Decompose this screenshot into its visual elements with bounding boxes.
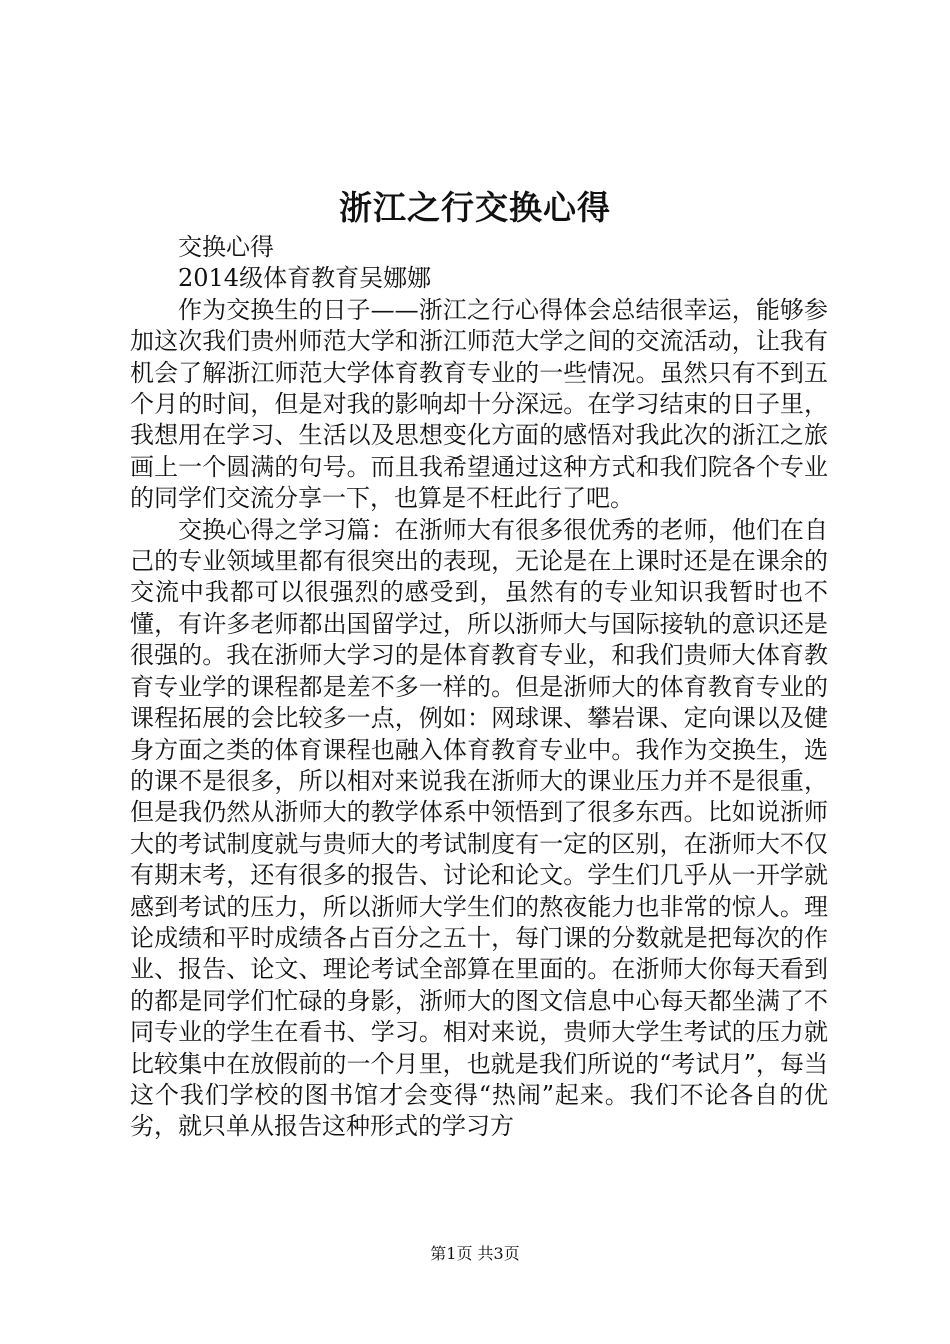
- author-line: 2014级体育教育吴娜娜: [178, 264, 432, 293]
- document-body: [130, 232, 828, 1143]
- body-paragraph: 作为交换生的日子——浙江之行心得体会总结很幸运，能够参加这次我们贵州师范大学和浙江师范大学之间的交流活动，让我有机会了解浙江师范大学体育教育专业的一些情况。虽然只有不到五个月的时间，但是对我的影响却十分深远。在学习结束的日子里，我想用在学习、生活以及思想变化方面的感悟对我此次的浙江之旅画上一个圆满的句号。而且我希望通过这种方式和我们院各个专业的同学们交流分享一下，也算是不枉此行了吧。: [130, 295, 828, 513]
- subtitle-line: 交换心得: [178, 233, 274, 261]
- document-title: 浙江之行交换心得: [339, 188, 611, 227]
- body-paragraph: 交换心得之学习篇：在浙师大有很多很优秀的老师，他们在自己的专业领域里都有很突出的表现，无论是在上课时还是在课余的交流中我都可以很强烈的感受到，虽然有的专业知识我暂时也不懂，有许多老师都出国留学过，所以浙师大与国际接轨的意识还是很强的。我在浙师大学习的是体育教育专业，和我们贵师大体育教育专业学的课程都是差不多一样的。但是浙师大的体育教育专业的课程拓展的会比较多一点，例如：网球课、攀岩课、定向课以及健身方面之类的体育课程也融入体育教育专业中。我作为交换生，选的课不是很多，所以相对来说我在浙师大的课业压力并不是很重，但是我仍然从浙师大的教学体系中领悟到了很多东西。比如说浙师大的考试制度就与贵师大的考试制度有一定的区别，在浙师大不仅有期末考，还有很多的报告、讨论和论文。学生们几乎从一开学就感到考试的压力，所以浙师大学生们的熬夜能力也非常的惊人。理论成绩和平时成绩各占百分之五十，每门课的分数就是把每次的作业、报告、论文、理论考试全部算在里面的。在浙师大你每天看到的都是同学们忙碌的身影，浙师大的图文信息中心每天都坐满了不同专业的学生在看书、学习。相对来说，贵师大学生考试的压力就比较集中在放假前的一个月里，也就是我们所说的“考试月”，每当这个我们学校的图书馆才会变得“热闹”起来。我们不论各自的优劣，就只单从报告这种形式的学习方: [130, 515, 828, 1141]
- page-footer: 第1页 共3页: [430, 1244, 520, 1263]
